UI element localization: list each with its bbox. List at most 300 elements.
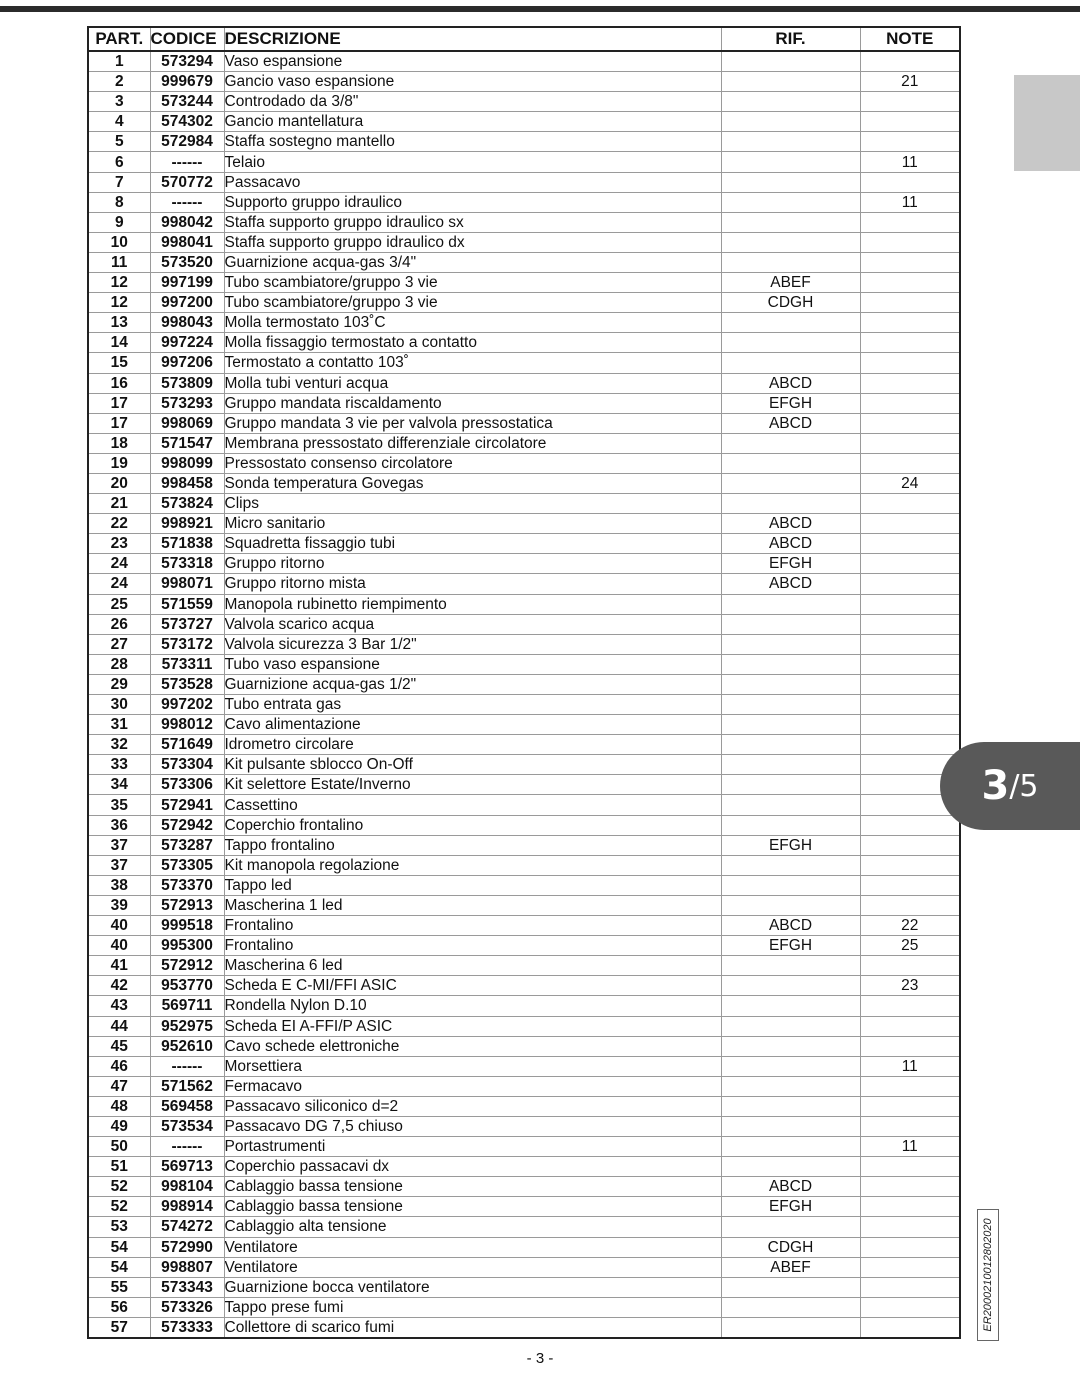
- cell-description: Frontalino: [224, 916, 721, 936]
- cell-description: Supporto gruppo idraulico: [224, 192, 721, 212]
- table-row: [88, 1137, 960, 1157]
- cell-part: 44: [88, 1016, 150, 1036]
- cell-rif: [721, 433, 860, 453]
- cell-rif: [721, 152, 860, 172]
- table-row: [88, 1157, 960, 1177]
- cell-note: [860, 333, 960, 353]
- cell-description: Tappo prese fumi: [224, 1297, 721, 1317]
- cell-part: 18: [88, 433, 150, 453]
- cell-note: [860, 353, 960, 373]
- cell-note: [860, 614, 960, 634]
- cell-note: [860, 855, 960, 875]
- cell-rif: ABCD: [721, 1177, 860, 1197]
- cell-note: [860, 996, 960, 1016]
- cell-part: 24: [88, 554, 150, 574]
- cell-note: 22: [860, 916, 960, 936]
- table-row: [88, 534, 960, 554]
- cell-note: 25: [860, 936, 960, 956]
- cell-part: 36: [88, 815, 150, 835]
- cell-code: 573293: [150, 393, 224, 413]
- cell-note: [860, 433, 960, 453]
- cell-rif: ABEF: [721, 1257, 860, 1277]
- cell-rif: [721, 996, 860, 1016]
- cell-description: Squadretta fissaggio tubi: [224, 534, 721, 554]
- cell-note: [860, 1317, 960, 1338]
- cell-note: [860, 1217, 960, 1237]
- cell-part: 14: [88, 333, 150, 353]
- parts-table-body: [88, 51, 960, 1338]
- table-row: [88, 172, 960, 192]
- cell-description: Telaio: [224, 152, 721, 172]
- cell-note: [860, 715, 960, 735]
- cell-part: 23: [88, 534, 150, 554]
- cell-code: 571649: [150, 735, 224, 755]
- cell-note: 11: [860, 1137, 960, 1157]
- cell-description: Tappo frontalino: [224, 835, 721, 855]
- cell-code: 573727: [150, 614, 224, 634]
- table-row: [88, 654, 960, 674]
- cell-code: 571838: [150, 534, 224, 554]
- table-row: [88, 554, 960, 574]
- cell-code: 998042: [150, 212, 224, 232]
- cell-note: [860, 252, 960, 272]
- cell-code: 573343: [150, 1277, 224, 1297]
- cell-description: Tubo scambiatore/gruppo 3 vie: [224, 273, 721, 293]
- cell-description: Cablaggio alta tensione: [224, 1217, 721, 1237]
- cell-note: [860, 212, 960, 232]
- table-row: [88, 875, 960, 895]
- cell-part: 50: [88, 1137, 150, 1157]
- cell-note: [860, 835, 960, 855]
- cell-note: [860, 112, 960, 132]
- cell-rif: [721, 956, 860, 976]
- cell-part: 17: [88, 413, 150, 433]
- cell-code: 998043: [150, 313, 224, 333]
- cell-description: Guarnizione bocca ventilatore: [224, 1277, 721, 1297]
- cell-rif: EFGH: [721, 936, 860, 956]
- table-row: [88, 514, 960, 534]
- cell-description: Rondella Nylon D.10: [224, 996, 721, 1016]
- cell-part: 38: [88, 875, 150, 895]
- cell-description: Mascherina 1 led: [224, 895, 721, 915]
- cell-description: Molla termostato 103˚C: [224, 313, 721, 333]
- cell-note: [860, 895, 960, 915]
- cell-code: 997206: [150, 353, 224, 373]
- cell-description: Guarnizione acqua-gas 3/4": [224, 252, 721, 272]
- cell-code: ------: [150, 1056, 224, 1076]
- cell-code: 569713: [150, 1157, 224, 1177]
- cell-rif: [721, 815, 860, 835]
- header-description: DESCRIZIONE: [224, 27, 721, 51]
- table-row: [88, 252, 960, 272]
- cell-description: Kit manopola regolazione: [224, 855, 721, 875]
- cell-rif: [721, 212, 860, 232]
- cell-part: 48: [88, 1096, 150, 1116]
- cell-note: [860, 1277, 960, 1297]
- cell-rif: [721, 1277, 860, 1297]
- cell-part: 41: [88, 956, 150, 976]
- cell-note: 11: [860, 1056, 960, 1076]
- table-row: [88, 1277, 960, 1297]
- cell-note: [860, 494, 960, 514]
- cell-description: Passacavo siliconico d=2: [224, 1096, 721, 1116]
- cell-code: 952975: [150, 1016, 224, 1036]
- cell-part: 28: [88, 654, 150, 674]
- cell-rif: [721, 674, 860, 694]
- cell-part: 31: [88, 715, 150, 735]
- table-row: [88, 373, 960, 393]
- cell-note: 23: [860, 976, 960, 996]
- table-row: [88, 614, 960, 634]
- cell-description: Manopola rubinetto riempimento: [224, 594, 721, 614]
- cell-code: ------: [150, 192, 224, 212]
- cell-note: 21: [860, 72, 960, 92]
- cell-part: 47: [88, 1076, 150, 1096]
- cell-description: Membrana pressostato differenziale circolatore: [224, 433, 721, 453]
- cell-rif: EFGH: [721, 835, 860, 855]
- cell-note: [860, 594, 960, 614]
- cell-note: [860, 534, 960, 554]
- table-row: [88, 996, 960, 1016]
- table-row: [88, 1016, 960, 1036]
- cell-note: [860, 1076, 960, 1096]
- cell-rif: [721, 1157, 860, 1177]
- cell-code: 997200: [150, 293, 224, 313]
- cell-rif: ABCD: [721, 916, 860, 936]
- table-row: [88, 916, 960, 936]
- cell-description: Tappo led: [224, 875, 721, 895]
- cell-note: [860, 815, 960, 835]
- table-row: [88, 473, 960, 493]
- table-row: [88, 695, 960, 715]
- table-row: [88, 92, 960, 112]
- cell-rif: [721, 172, 860, 192]
- cell-code: 572913: [150, 895, 224, 915]
- cell-part: 12: [88, 293, 150, 313]
- cell-part: 54: [88, 1237, 150, 1257]
- cell-description: Valvola sicurezza 3 Bar 1/2": [224, 634, 721, 654]
- cell-rif: [721, 92, 860, 112]
- cell-note: 11: [860, 152, 960, 172]
- table-row: [88, 1217, 960, 1237]
- cell-code: 998071: [150, 574, 224, 594]
- cell-description: Micro sanitario: [224, 514, 721, 534]
- document-code-box: [977, 1209, 999, 1341]
- top-border-bar: [0, 6, 1080, 12]
- cell-note: [860, 574, 960, 594]
- cell-note: [860, 1237, 960, 1257]
- cell-note: [860, 373, 960, 393]
- table-row: [88, 835, 960, 855]
- document-code: ER2000210012802020: [982, 1218, 994, 1332]
- cell-note: [860, 654, 960, 674]
- cell-part: 8: [88, 192, 150, 212]
- cell-part: 27: [88, 634, 150, 654]
- cell-rif: [721, 1137, 860, 1157]
- cell-description: Passacavo DG 7,5 chiuso: [224, 1116, 721, 1136]
- cell-part: 55: [88, 1277, 150, 1297]
- cell-note: [860, 674, 960, 694]
- cell-note: [860, 51, 960, 72]
- cell-part: 52: [88, 1197, 150, 1217]
- cell-rif: ABCD: [721, 534, 860, 554]
- cell-code: 573520: [150, 252, 224, 272]
- cell-description: Scheda EI A-FFI/P ASIC: [224, 1016, 721, 1036]
- cell-description: Morsettiera: [224, 1056, 721, 1076]
- cell-note: [860, 92, 960, 112]
- cell-part: 43: [88, 996, 150, 1016]
- cell-code: 573311: [150, 654, 224, 674]
- table-row: [88, 333, 960, 353]
- cell-description: Valvola scarico acqua: [224, 614, 721, 634]
- table-row: [88, 413, 960, 433]
- cell-code: 573326: [150, 1297, 224, 1317]
- table-row: [88, 1257, 960, 1277]
- cell-part: 30: [88, 695, 150, 715]
- table-row: [88, 674, 960, 694]
- table-row: [88, 775, 960, 795]
- cell-part: 51: [88, 1157, 150, 1177]
- cell-part: 17: [88, 393, 150, 413]
- table-row: [88, 715, 960, 735]
- page-tab-current: 3: [981, 763, 1010, 809]
- cell-note: [860, 1197, 960, 1217]
- cell-rif: [721, 855, 860, 875]
- cell-rif: [721, 634, 860, 654]
- cell-note: 24: [860, 473, 960, 493]
- cell-description: Staffa supporto gruppo idraulico dx: [224, 232, 721, 252]
- cell-part: 9: [88, 212, 150, 232]
- cell-note: [860, 1257, 960, 1277]
- cell-code: 573824: [150, 494, 224, 514]
- cell-code: 952610: [150, 1036, 224, 1056]
- cell-note: [860, 735, 960, 755]
- table-row: [88, 634, 960, 654]
- cell-code: 573528: [150, 674, 224, 694]
- cell-part: 49: [88, 1116, 150, 1136]
- table-row: [88, 51, 960, 72]
- cell-note: [860, 273, 960, 293]
- cell-rif: [721, 775, 860, 795]
- cell-description: Gancio mantellatura: [224, 112, 721, 132]
- cell-rif: [721, 875, 860, 895]
- cell-rif: [721, 1116, 860, 1136]
- table-row: [88, 1237, 960, 1257]
- cell-code: 997202: [150, 695, 224, 715]
- cell-description: Staffa supporto gruppo idraulico sx: [224, 212, 721, 232]
- cell-description: Gruppo ritorno mista: [224, 574, 721, 594]
- cell-note: [860, 232, 960, 252]
- cell-code: 999518: [150, 916, 224, 936]
- cell-rif: [721, 132, 860, 152]
- cell-description: Cassettino: [224, 795, 721, 815]
- cell-part: 15: [88, 353, 150, 373]
- cell-code: 569458: [150, 1096, 224, 1116]
- cell-code: 573172: [150, 634, 224, 654]
- cell-note: [860, 413, 960, 433]
- cell-part: 7: [88, 172, 150, 192]
- cell-description: Cavo schede elettroniche: [224, 1036, 721, 1056]
- table-row: [88, 1036, 960, 1056]
- cell-code: 572942: [150, 815, 224, 835]
- cell-part: 37: [88, 855, 150, 875]
- cell-part: 10: [88, 232, 150, 252]
- cell-rif: CDGH: [721, 1237, 860, 1257]
- cell-description: Kit selettore Estate/Inverno: [224, 775, 721, 795]
- cell-part: 5: [88, 132, 150, 152]
- cell-description: Collettore di scarico fumi: [224, 1317, 721, 1338]
- cell-note: [860, 453, 960, 473]
- cell-code: 573534: [150, 1116, 224, 1136]
- table-row: [88, 755, 960, 775]
- cell-part: 45: [88, 1036, 150, 1056]
- cell-code: 573809: [150, 373, 224, 393]
- cell-description: Passacavo: [224, 172, 721, 192]
- table-row: [88, 433, 960, 453]
- cell-code: 997199: [150, 273, 224, 293]
- table-row: [88, 956, 960, 976]
- cell-rif: ABCD: [721, 574, 860, 594]
- cell-rif: [721, 1056, 860, 1076]
- cell-part: 54: [88, 1257, 150, 1277]
- table-row: [88, 353, 960, 373]
- cell-rif: [721, 192, 860, 212]
- cell-code: 572990: [150, 1237, 224, 1257]
- cell-rif: [721, 614, 860, 634]
- cell-description: Termostato a contatto 103˚: [224, 353, 721, 373]
- cell-rif: [721, 735, 860, 755]
- table-row: [88, 815, 960, 835]
- cell-rif: ABCD: [721, 373, 860, 393]
- cell-code: 573370: [150, 875, 224, 895]
- cell-code: 572984: [150, 132, 224, 152]
- cell-rif: [721, 252, 860, 272]
- cell-part: 46: [88, 1056, 150, 1076]
- cell-code: 569711: [150, 996, 224, 1016]
- table-row: [88, 1197, 960, 1217]
- cell-description: Portastrumenti: [224, 1137, 721, 1157]
- cell-part: 42: [88, 976, 150, 996]
- cell-description: Vaso espansione: [224, 51, 721, 72]
- table-row: [88, 855, 960, 875]
- cell-part: 6: [88, 152, 150, 172]
- cell-code: 574272: [150, 1217, 224, 1237]
- cell-description: Cavo alimentazione: [224, 715, 721, 735]
- cell-rif: [721, 353, 860, 373]
- cell-rif: EFGH: [721, 393, 860, 413]
- cell-description: Coperchio passacavi dx: [224, 1157, 721, 1177]
- cell-note: [860, 313, 960, 333]
- cell-part: 29: [88, 674, 150, 694]
- cell-description: Staffa sostegno mantello: [224, 132, 721, 152]
- cell-description: Pressostato consenso circolatore: [224, 453, 721, 473]
- cell-code: ------: [150, 152, 224, 172]
- table-row: [88, 1096, 960, 1116]
- parts-table: [87, 26, 961, 1339]
- cell-description: Sonda temperatura Govegas: [224, 473, 721, 493]
- cell-rif: [721, 72, 860, 92]
- cell-description: Cablaggio bassa tensione: [224, 1197, 721, 1217]
- cell-description: Tubo entrata gas: [224, 695, 721, 715]
- cell-description: Tubo scambiatore/gruppo 3 vie: [224, 293, 721, 313]
- cell-description: Mascherina 6 led: [224, 956, 721, 976]
- table-row: [88, 112, 960, 132]
- cell-description: Cablaggio bassa tensione: [224, 1177, 721, 1197]
- cell-part: 3: [88, 92, 150, 112]
- table-row: [88, 594, 960, 614]
- cell-description: Guarnizione acqua-gas 1/2": [224, 674, 721, 694]
- cell-rif: [721, 654, 860, 674]
- table-row: [88, 72, 960, 92]
- table-row: [88, 453, 960, 473]
- cell-part: 56: [88, 1297, 150, 1317]
- cell-part: 20: [88, 473, 150, 493]
- cell-note: [860, 1036, 960, 1056]
- cell-description: Fermacavo: [224, 1076, 721, 1096]
- table-row: [88, 132, 960, 152]
- cell-rif: [721, 795, 860, 815]
- table-row: [88, 313, 960, 333]
- cell-rif: ABEF: [721, 273, 860, 293]
- page-indicator-tab: [940, 742, 1080, 830]
- page-number: - 3 -: [526, 1350, 554, 1367]
- table-row: [88, 232, 960, 252]
- table-row: [88, 152, 960, 172]
- cell-rif: [721, 895, 860, 915]
- cell-rif: [721, 755, 860, 775]
- cell-part: 12: [88, 273, 150, 293]
- cell-rif: EFGH: [721, 554, 860, 574]
- cell-code: 998458: [150, 473, 224, 493]
- cell-note: [860, 1297, 960, 1317]
- cell-part: 26: [88, 614, 150, 634]
- cell-part: 33: [88, 755, 150, 775]
- table-row: [88, 574, 960, 594]
- header-note: NOTE: [860, 27, 960, 51]
- cell-description: Controdado da 3/8": [224, 92, 721, 112]
- cell-part: 4: [88, 112, 150, 132]
- cell-code: 573294: [150, 51, 224, 72]
- cell-rif: [721, 232, 860, 252]
- header-code: CODICE: [150, 27, 224, 51]
- cell-code: ------: [150, 1137, 224, 1157]
- cell-code: 998069: [150, 413, 224, 433]
- cell-code: 572941: [150, 795, 224, 815]
- cell-part: 1: [88, 51, 150, 72]
- cell-description: Ventilatore: [224, 1237, 721, 1257]
- cell-rif: [721, 1096, 860, 1116]
- table-row: [88, 735, 960, 755]
- table-row: [88, 1297, 960, 1317]
- cell-part: 19: [88, 453, 150, 473]
- cell-rif: [721, 333, 860, 353]
- cell-part: 40: [88, 916, 150, 936]
- cell-description: Molla fissaggio termostato a contatto: [224, 333, 721, 353]
- cell-part: 37: [88, 835, 150, 855]
- cell-part: 40: [88, 936, 150, 956]
- cell-rif: [721, 594, 860, 614]
- cell-rif: ABCD: [721, 413, 860, 433]
- cell-note: [860, 554, 960, 574]
- section-side-tab: [1014, 75, 1080, 171]
- cell-note: [860, 875, 960, 895]
- table-row: [88, 1056, 960, 1076]
- cell-code: 574302: [150, 112, 224, 132]
- cell-rif: [721, 51, 860, 72]
- cell-code: 953770: [150, 976, 224, 996]
- cell-description: Scheda E C-MI/FFI ASIC: [224, 976, 721, 996]
- table-row: [88, 1177, 960, 1197]
